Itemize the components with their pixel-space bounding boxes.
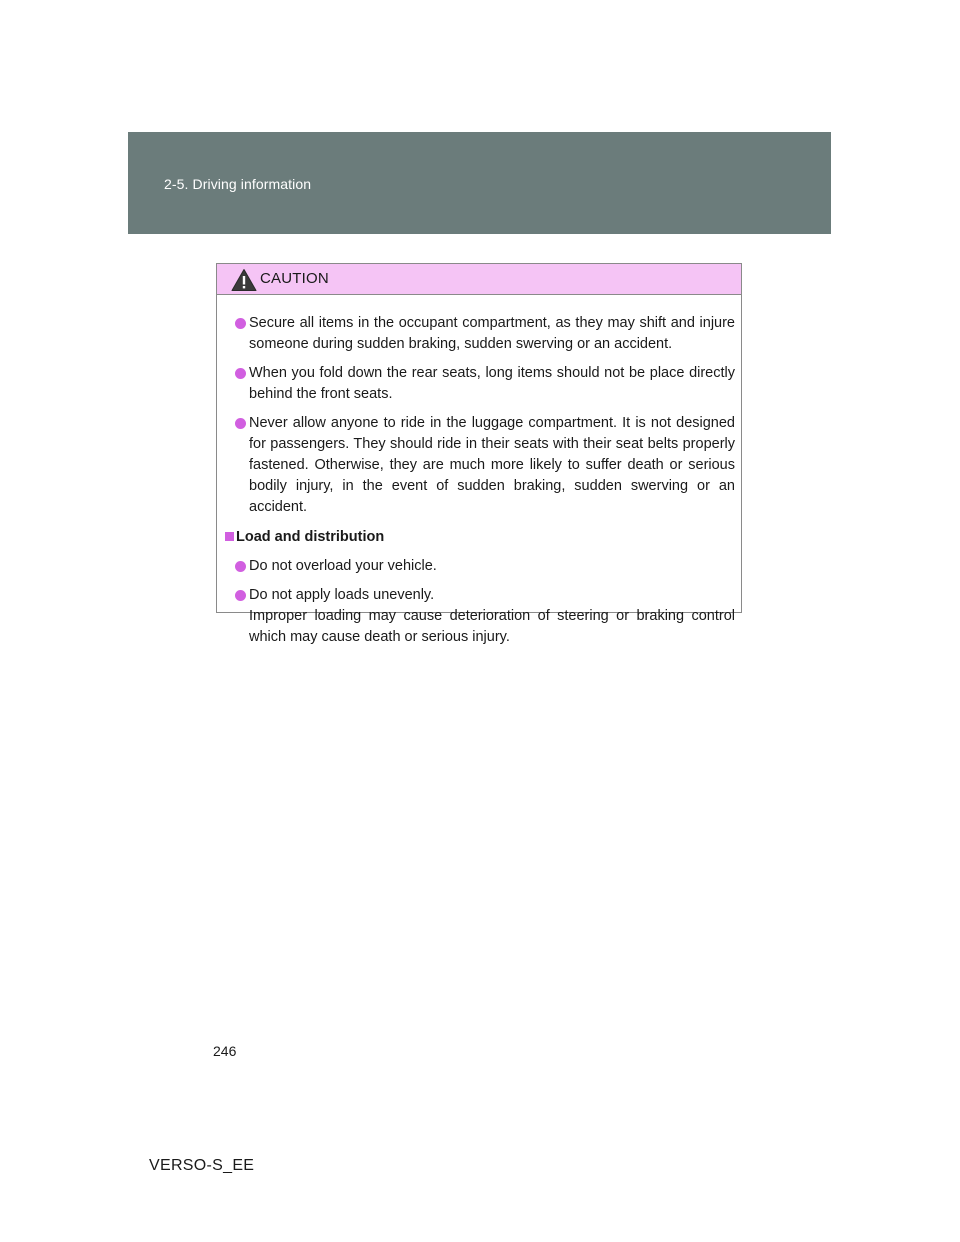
caution-title: CAUTION xyxy=(260,270,329,287)
page-number: 246 xyxy=(213,1043,237,1059)
section-heading xyxy=(225,527,735,548)
section-item xyxy=(225,556,735,577)
section-title: 2-5. Driving information xyxy=(164,176,312,192)
caution-item-text: Secure all items in the occupant compartment, as they may shift and injure someone during sudden braking, sudden swerving or an accident. xyxy=(249,315,735,352)
section-item-detail: Improper loading may cause deterioration of steering or braking control which may cause death or serious injury. xyxy=(249,608,735,645)
caution-header xyxy=(217,264,741,295)
section-item-text: Do not apply loads unevenly. xyxy=(249,587,435,603)
document-code: VERSO-S_EE xyxy=(149,1157,255,1174)
caution-item-text: Never allow anyone to ride in the luggage compartment. It is not designed for passengers. They should ride in their seats with their seat belts properly fastened. Otherwise, they are much more likely to suffer death or serious bodily injury, in the event of sudden braking, sudden swerving or an accident. xyxy=(249,415,735,515)
caution-item xyxy=(225,413,735,518)
bullet-dot-icon xyxy=(235,418,246,429)
caution-box xyxy=(216,263,742,645)
bullet-dot-icon xyxy=(235,318,246,329)
bullet-dot-icon xyxy=(235,561,246,572)
section-item xyxy=(225,585,735,648)
bullet-dot-icon xyxy=(235,590,246,601)
caution-item xyxy=(225,363,735,405)
warning-triangle-icon xyxy=(231,268,257,292)
caution-item-text: When you fold down the rear seats, long items should not be place directly behind the front seats. xyxy=(249,365,735,402)
caution-item xyxy=(225,313,735,355)
bullet-dot-icon xyxy=(235,368,246,379)
caution-body xyxy=(217,295,741,648)
section-item-text: Do not overload your vehicle. xyxy=(249,558,437,574)
section-heading-text: Load and distribution xyxy=(236,529,385,545)
square-bullet-icon xyxy=(225,532,234,541)
header-band xyxy=(128,132,831,234)
